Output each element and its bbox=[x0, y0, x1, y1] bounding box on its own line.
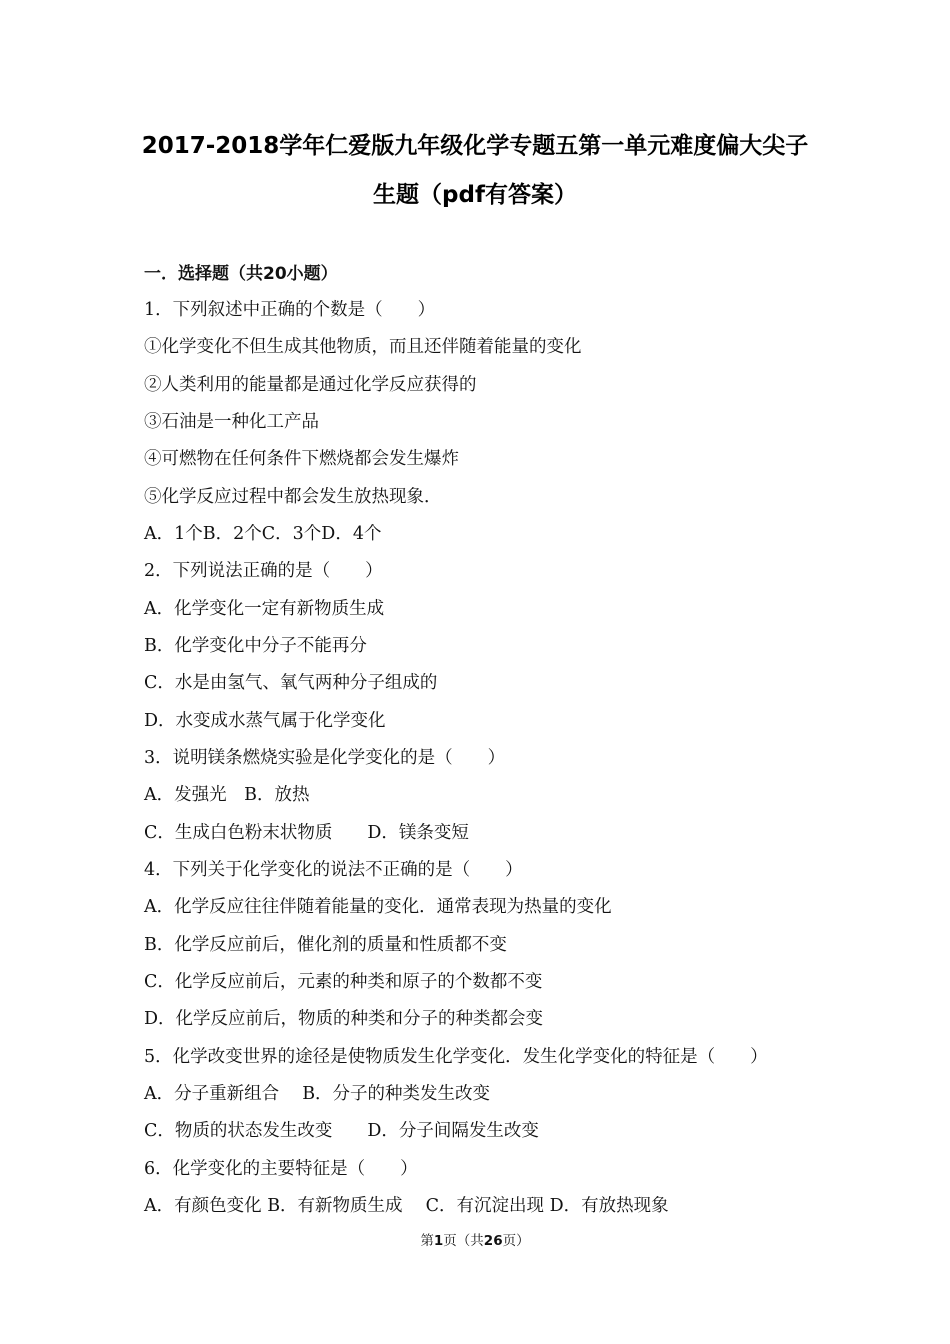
question-5-options-cd: C．物质的状态发生改变 D．分子间隔发生改变 bbox=[144, 1121, 539, 1141]
question-6-options: A．有颜色变化 B．有新物质生成 C．有沉淀出现 D．有放热现象 bbox=[144, 1196, 669, 1216]
question-5-stem: 5．化学改变世界的途径是使物质发生化学变化．发生化学变化的特征是（ ） bbox=[144, 1047, 768, 1067]
question-2-stem: 2．下列说法正确的是（ ） bbox=[144, 561, 383, 581]
document-title-line-2: 生题（pdf有答案） bbox=[373, 182, 577, 208]
question-1-statement-3: ③石油是一种化工产品 bbox=[144, 412, 319, 432]
question-1-stem: 1．下列叙述中正确的个数是（ ） bbox=[144, 300, 436, 320]
question-1-options: A．1个B．2个C．3个D．4个 bbox=[144, 524, 382, 544]
document-title-line-1: 2017-2018学年仁爱版九年级化学专题五第一单元难度偏大尖子 bbox=[141, 133, 809, 159]
section-heading: 一．选择题（共20小题） bbox=[144, 264, 338, 284]
question-3-options-cd: C．生成白色粉末状物质 D．镁条变短 bbox=[144, 823, 469, 843]
question-1-statement-4: ④可燃物在任何条件下燃烧都会发生爆炸 bbox=[144, 449, 459, 469]
footer-mid: 页（共 bbox=[443, 1233, 484, 1249]
question-2-option-d: D．水变成水蒸气属于化学变化 bbox=[144, 711, 386, 731]
question-2-option-c: C．水是由氢气、氧气两种分子组成的 bbox=[144, 673, 438, 693]
question-1-statement-1: ①化学变化不但生成其他物质，而且还伴随着能量的变化 bbox=[144, 337, 582, 357]
page-footer bbox=[0, 1229, 950, 1249]
question-6-stem: 6．化学变化的主要特征是（ ） bbox=[144, 1159, 418, 1179]
footer-suffix: 页） bbox=[502, 1233, 530, 1249]
footer-page-number: 1 bbox=[433, 1233, 444, 1249]
question-4-option-d: D．化学反应前后，物质的种类和分子的种类都会变 bbox=[144, 1009, 544, 1029]
question-2-option-b: B．化学变化中分子不能再分 bbox=[144, 636, 367, 656]
question-5-options-ab: A．分子重新组合 B．分子的种类发生改变 bbox=[144, 1084, 491, 1104]
footer-total-pages: 26 bbox=[483, 1233, 503, 1249]
question-4-option-b: B．化学反应前后，催化剂的质量和性质都不变 bbox=[144, 935, 507, 955]
footer-prefix: 第 bbox=[420, 1233, 434, 1249]
question-4-stem: 4．下列关于化学变化的说法不正确的是（ ） bbox=[144, 860, 523, 880]
question-2-option-a: A．化学变化一定有新物质生成 bbox=[144, 599, 385, 619]
question-1-statement-2: ②人类利用的能量都是通过化学反应获得的 bbox=[144, 375, 477, 395]
question-1-statement-5: ⑤化学反应过程中都会发生放热现象． bbox=[144, 487, 442, 507]
question-4-option-a: A．化学反应往往伴随着能量的变化．通常表现为热量的变化 bbox=[144, 897, 612, 917]
question-3-options-ab: A．发强光 B．放热 bbox=[144, 785, 310, 805]
question-4-option-c: C．化学反应前后，元素的种类和原子的个数都不变 bbox=[144, 972, 543, 992]
question-3-stem: 3．说明镁条燃烧实验是化学变化的是（ ） bbox=[144, 748, 506, 768]
